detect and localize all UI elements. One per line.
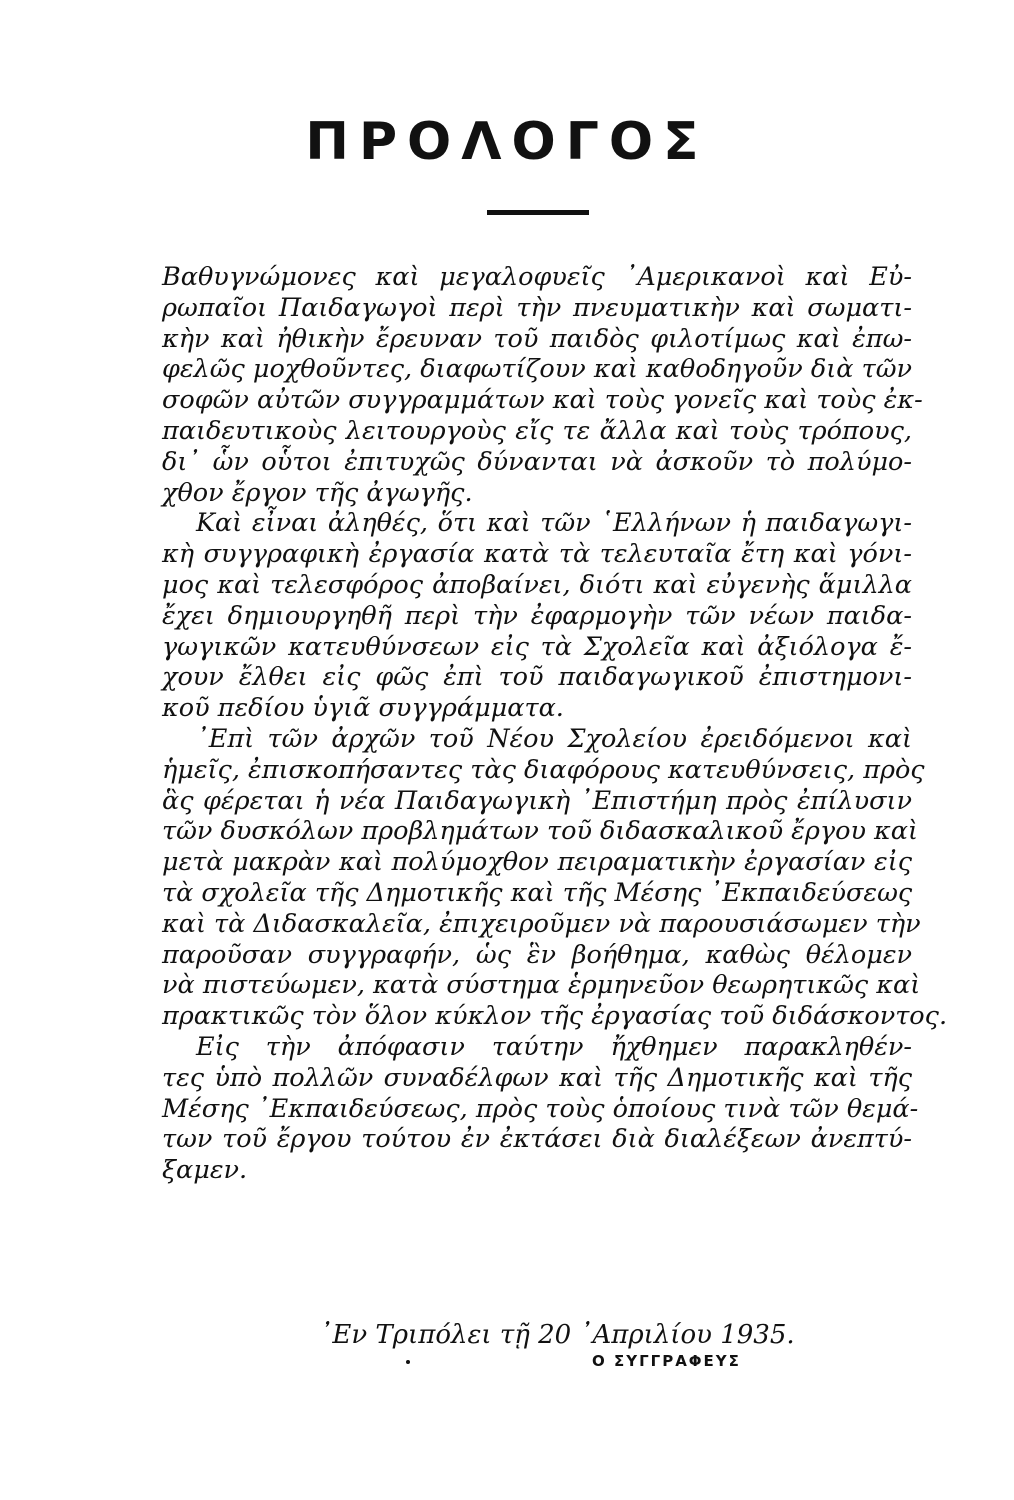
text-line: φελῶς μοχθοῦντες, διαφωτίζουν καὶ καθοδηγοῦν διὰ τῶν: [162, 354, 912, 385]
text-line: κοῦ πεδίου ὑγιᾶ συγγράμματα.: [162, 693, 564, 724]
text-line: χουν ἔλθει εἰς φῶς ἐπὶ τοῦ παιδαγωγικοῦ ἐπιστημονι-: [162, 662, 912, 693]
dateline: ᾿Εν Τριπόλει τῇ 20 ᾿Απριλίου 1935.: [319, 1320, 795, 1350]
text-line: σοφῶν αὐτῶν συγγραμμάτων καὶ τοὺς γονεῖς καὶ τοὺς ἐκ-: [162, 385, 923, 416]
page-title: ΠΡΟΛΟΓΟΣ: [305, 112, 709, 172]
text-line: ᾿Επὶ τῶν ἀρχῶν τοῦ Νέου Σχολείου ἐρειδόμενοι καὶ: [196, 723, 912, 754]
text-line: των τοῦ ἔργου τούτου ἐν ἐκτάσει διὰ διαλέξεων ἀνεπτύ-: [162, 1124, 912, 1155]
text-line: ἔχει δημιουργηθῆ περὶ τὴν ἐφαρμογὴν τῶν νέων παιδα-: [162, 600, 912, 631]
text-line: κὴν καὶ ἠθικὴν ἔρευναν τοῦ παιδὸς φιλοτίμως καὶ ἐπω-: [162, 323, 912, 354]
text-line: παιδευτικοὺς λειτουργοὺς εἴς τε ἄλλα καὶ τοὺς τρόπους,: [162, 415, 912, 446]
text-line: παροῦσαν συγγραφήν, ὡς ἓν βοήθημα, καθὼς θέλομεν: [162, 939, 912, 970]
preface-body: [162, 262, 948, 1186]
text-line: χθον ἔργον τῆς ἀγωγῆς.: [162, 477, 473, 508]
text-line: τῶν δυσκόλων προβλημάτων τοῦ διδασκαλικοῦ ἔργου καὶ: [162, 816, 918, 847]
author-signature: Ο ΣΥΓΓΡΑΦΕΥΣ: [592, 1352, 741, 1370]
text-line: ξαμεν.: [162, 1155, 248, 1186]
text-line: γωγικῶν κατευθύνσεων εἰς τὰ Σχολεῖα καὶ ἀξιόλογα ἔ-: [162, 631, 912, 662]
text-line: καὶ τὰ Διδασκαλεῖα, ἐπιχειροῦμεν νὰ παρουσιάσωμεν τὴν: [162, 908, 921, 939]
text-line: μος καὶ τελεσφόρος ἀποβαίνει, διότι καὶ εὐγενὴς ἅμιλλα: [162, 569, 912, 600]
text-line: τες ὑπὸ πολλῶν συναδέλφων καὶ τῆς Δημοτικῆς καὶ τῆς: [162, 1062, 912, 1093]
text-line: Εἰς τὴν ἀπόφασιν ταύτην ἤχθημεν παρακληθέν-: [196, 1031, 912, 1062]
text-line: μετὰ μακρὰν καὶ πολύμοχθον πειραματικὴν ἐργασίαν εἰς: [162, 847, 912, 878]
text-line: νὰ πιστεύωμεν, κατὰ σύστημα ἑρμηνεῦον θεωρητικῶς καὶ: [162, 970, 921, 1001]
text-line: τὰ σχολεῖα τῆς Δημοτικῆς καὶ τῆς Μέσης ᾿Εκπαιδεύσεως: [162, 877, 913, 908]
stray-dot-mark: [406, 1360, 410, 1364]
text-line: Καὶ εἶναι ἀληθές, ὅτι καὶ τῶν ῾Ελλήνων ἡ παιδαγωγι-: [196, 508, 912, 539]
text-line: κὴ συγγραφικὴ ἐργασία κατὰ τὰ τελευταῖα ἔτη καὶ γόνι-: [162, 539, 912, 570]
text-line: ρωπαῖοι Παιδαγωγοὶ περὶ τὴν πνευματικὴν καὶ σωματι-: [162, 292, 912, 323]
text-line: Μέσης ᾿Εκπαιδεύσεως, πρὸς τοὺς ὁποίους τινὰ τῶν θεμά-: [162, 1093, 919, 1124]
title-divider: [487, 210, 589, 215]
text-line: ἡμεῖς, ἐπισκοπήσαντες τὰς διαφόρους κατευθύνσεις, πρὸς: [162, 754, 925, 785]
text-line: πρακτικῶς τὸν ὅλον κύκλον τῆς ἐργασίας τοῦ διδάσκοντος.: [162, 1001, 948, 1032]
text-line: ἃς φέρεται ἡ νέα Παιδαγωγικὴ ᾿Επιστήμη πρὸς ἐπίλυσιν: [162, 785, 912, 816]
text-line: Βαθυγνώμονες καὶ μεγαλοφυεῖς ᾿Αμερικανοὶ καὶ Εὐ-: [162, 262, 912, 292]
text-line: δι᾿ ὧν οὗτοι ἐπιτυχῶς δύνανται νὰ ἀσκοῦν τὸ πολύμο-: [162, 446, 912, 477]
